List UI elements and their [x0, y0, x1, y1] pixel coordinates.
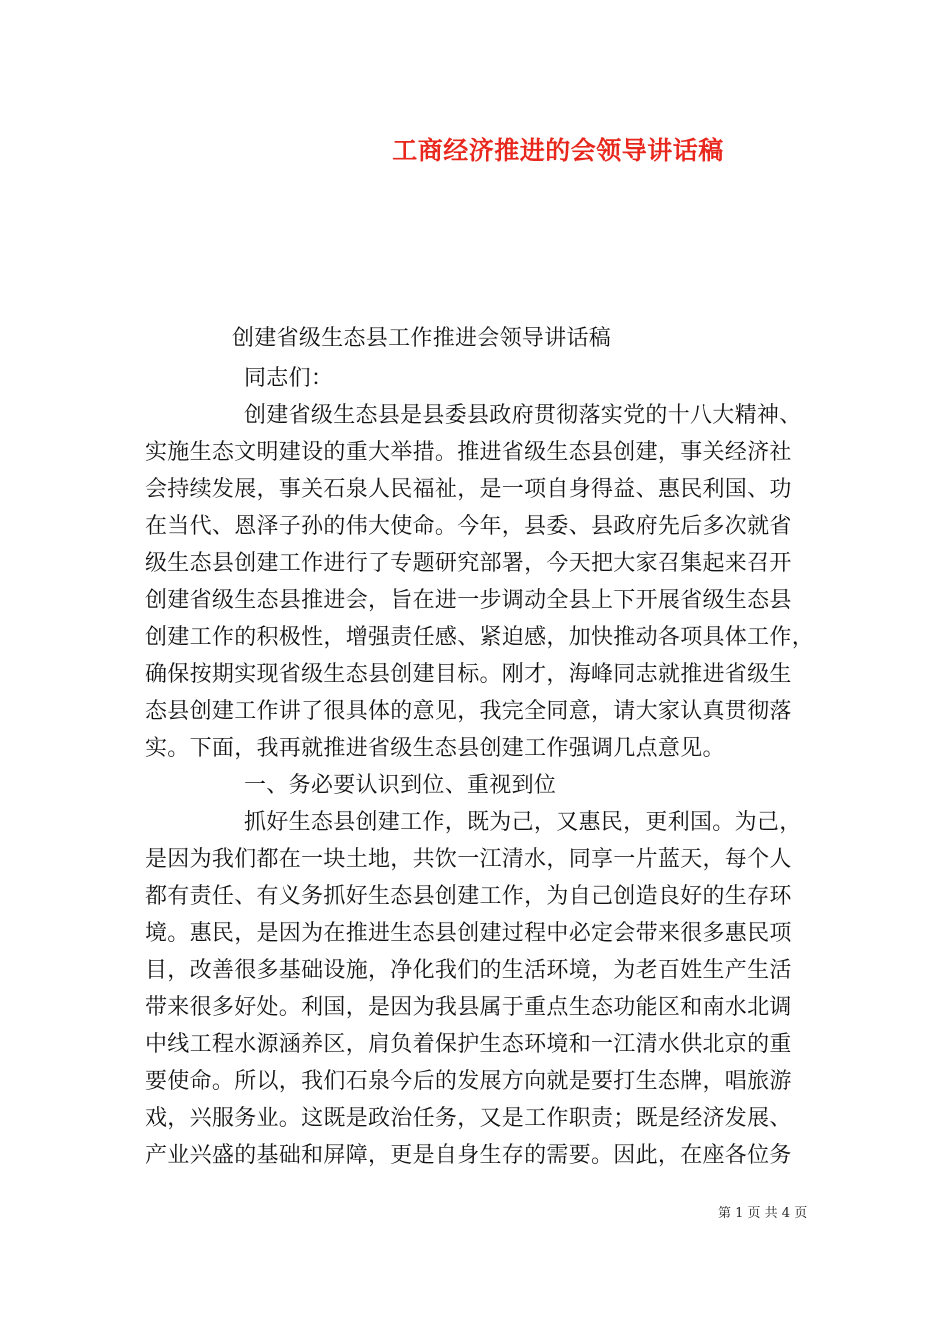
paragraph-line: 要使命。所以，我们石泉今后的发展方向就是要打生态牌，唱旅游	[145, 1069, 792, 1094]
paragraph-line: 在当代、恩泽子孙的伟大使命。今年，县委、县政府先后多次就省	[145, 514, 792, 539]
document-subtitle: 创建省级生态县工作推进会领导讲话稿	[232, 326, 612, 351]
salutation: 同志们：	[244, 366, 334, 391]
paragraph-line: 创建省级生态县推进会，旨在进一步调动全县上下开展省级生态县	[145, 588, 792, 613]
paragraph-line: 带来很多好处。利国，是因为我县属于重点生态功能区和南水北调	[145, 995, 792, 1020]
paragraph-line: 创建省级生态县是县委县政府贯彻落实党的十八大精神、	[244, 403, 802, 428]
page-title: 工商经济推进的会领导讲话稿	[392, 136, 724, 165]
paragraph-line: 抓好生态县创建工作，既为己，又惠民，更利国。为己，	[244, 810, 802, 835]
paragraph-line: 实施生态文明建设的重大举措。推进省级生态县创建，事关经济社	[145, 440, 792, 465]
page-number: 第 1 页 共 4 页	[718, 1206, 808, 1221]
paragraph-line: 态县创建工作讲了很具体的意见，我完全同意，请大家认真贯彻落	[145, 699, 792, 724]
paragraph-line: 级生态县创建工作进行了专题研究部署，今天把大家召集起来召开	[145, 551, 792, 576]
paragraph-line: 中线工程水源涵养区，肩负着保护生态环境和一江清水供北京的重	[145, 1032, 792, 1057]
paragraph-line: 境。惠民，是因为在推进生态县创建过程中必定会带来很多惠民项	[145, 921, 792, 946]
paragraph-line: 实。下面，我再就推进省级生态县创建工作强调几点意见。	[145, 736, 725, 761]
paragraph-line: 创建工作的积极性，增强责任感、紧迫感，加快推动各项具体工作，	[145, 625, 815, 650]
paragraph-line: 确保按期实现省级生态县创建目标。刚才，海峰同志就推进省级生	[145, 662, 792, 687]
section-heading: 一、务必要认识到位、重视到位	[244, 773, 557, 798]
paragraph-line: 戏，兴服务业。这既是政治任务，又是工作职责；既是经济发展、	[145, 1106, 792, 1131]
paragraph-line: 都有责任、有义务抓好生态县创建工作，为自己创造良好的生存环	[145, 884, 792, 909]
paragraph-line: 会持续发展，事关石泉人民福祉，是一项自身得益、惠民利国、功	[145, 477, 792, 502]
paragraph-line: 是因为我们都在一块土地，共饮一江清水，同享一片蓝天，每个人	[145, 847, 792, 872]
paragraph-line: 目，改善很多基础设施，净化我们的生活环境，为老百姓生产生活	[145, 958, 792, 983]
paragraph-line: 产业兴盛的基础和屏障，更是自身生存的需要。因此，在座各位务	[145, 1143, 792, 1168]
